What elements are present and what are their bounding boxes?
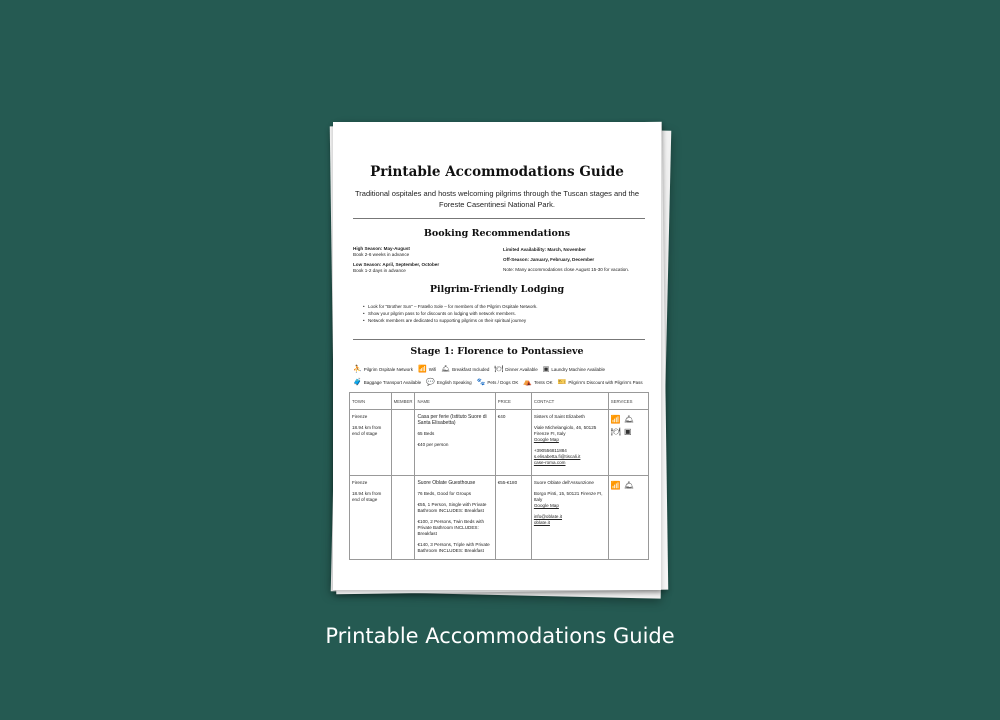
legend-item [353,378,421,386]
member-cell [391,410,415,476]
legend-label: Baggage Transport Available [363,379,422,385]
legend-item [418,365,436,373]
legend-item [353,365,413,373]
legend-label: Tents OK [534,379,553,385]
column-header-member: MEMBER [391,393,415,410]
dinner-icon: 🍽 [610,427,621,436]
list-item: • Network members are dedicated to supporting pilgrims on their spiritual journey [363,317,538,324]
list-item: • Look for "Brother Sun" – Fratello Sole – for members of the Pilgrim Ospitale Network. [363,303,538,310]
low-season-note: Book 1-2 days in advance [353,268,406,273]
member-cell [391,476,415,560]
legend-label: English Speaking [436,379,472,385]
baggage-icon: 🧳 [353,379,362,386]
tent-icon: ⛺ [523,379,533,386]
email-link[interactable]: info@oblate.it [533,514,563,519]
high-season-label: High Season: May-August [353,246,410,251]
column-header-price: PRICE [495,393,531,410]
website-link[interactable]: oblate.it [533,520,550,525]
booking-note: Note: Many accommodations close August 15-30 for vacation. [503,267,630,272]
price-cell: €40 [495,410,531,476]
booking-heading: Booking Recommendations [423,228,571,239]
page-title: Printable Accommodations Guide [370,164,624,180]
map-link[interactable]: Google Map [533,437,559,442]
divider [353,339,645,340]
map-link[interactable]: Google Map [533,503,559,508]
divider [353,218,645,219]
list-item: • Show your pilgrim pass to for discounts on lodging with network members. [363,310,538,317]
legend-item [494,365,537,373]
table-header-row [350,393,649,410]
table-row [350,476,649,560]
accommodation-name: Casa per ferie (Istituto Suore di Santa Elisabetta) [417,414,487,426]
column-header-contact: CONTACT [531,393,608,410]
distance: 18.94 km from end of stage [352,425,382,436]
price-cell: €55-€180 [495,476,531,560]
bell-icon: 🛎 [623,481,634,490]
legend-item [558,378,643,386]
legend-label: Laundry Machine Available [551,366,606,372]
legend-item [477,378,519,386]
legend-label: Wifi [428,366,437,372]
detail: €100, 2 Persons, Twin Beds with Private Bathroom INCLUDES: Breakfast [417,519,485,536]
contact-name: Suore Oblate dell'Assunzione [533,480,594,485]
legend-row-2 [353,378,648,386]
limited-season-label: Limited Availability: March, November [503,247,586,252]
column-header-town: TOWN [350,393,392,410]
low-season-label: Low Season: April, September, October [353,262,440,267]
wifi-icon: 📶 [610,481,621,490]
accommodations-table [349,392,649,560]
contact-cell [531,476,608,560]
legend-item [543,365,605,373]
dinner-icon: 🍽 [494,366,504,373]
name-cell [415,476,495,560]
table-row [350,410,649,476]
speech-icon: 💬 [426,379,435,386]
wifi-icon: 📶 [610,415,621,424]
town-cell [350,410,392,476]
contact-cell [531,410,608,476]
ticket-icon: 🎫 [557,379,567,386]
bell-icon: 🛎 [623,415,634,424]
limited-season [503,247,586,253]
low-season [353,262,439,274]
off-season [503,257,594,263]
legend-item [426,378,472,386]
phone: +390556811884 [533,448,567,453]
legend-label: Dinner Available [505,366,538,372]
detail: €55, 1 Person, Single with Private Bathroom INCLUDES: Breakfast [417,502,487,513]
paw-icon: 🐾 [476,379,486,386]
detail: €40 per person [417,442,449,447]
lodging-bullets [363,303,538,324]
high-season [353,246,410,258]
legend-item [523,378,552,386]
laundry-icon: ▣ [542,366,550,373]
document-page [333,122,661,590]
name-cell [415,410,495,476]
beds: 76 Beds, Good for Groups [417,491,472,496]
accommodation-name: Suore Oblate Guesthouse [417,480,476,486]
high-season-note: Book 2-6 weeks in advance [353,252,410,257]
town-name: Firenze [352,480,368,485]
website-link[interactable]: case-roma.com [533,460,566,465]
lodging-heading: Pilgrim-Friendly Lodging [429,284,565,295]
stage-heading: Stage 1: Florence to Pontassieve [410,346,584,357]
beds: 65 Beds [417,431,435,436]
off-season-label: Off-Season: January, February, December [503,257,595,262]
services-cell [608,476,648,560]
column-header-name: NAME [415,393,495,410]
pilgrim-icon: ⛹ [353,366,362,373]
bell-icon: 🛎 [441,366,451,373]
wifi-icon: 📶 [417,366,427,373]
contact-name: Sisters of Saint Elizabeth [533,414,585,419]
legend-row-1 [353,365,610,373]
image-caption: Printable Accommodations Guide [325,624,675,648]
legend-label: Breakfast Included [452,366,490,372]
distance: 18.94 km from end of stage [352,491,382,502]
address: Borgo Pinti, 15, 50121 Firenze FI, Italy [533,491,603,502]
legend-label: Pets / Dogs OK [487,379,519,385]
column-header-services: SERVICES [608,393,648,410]
detail: €140, 3 Persons, Triple with Private Bathroom INCLUDES: Breakfast [417,542,490,553]
address: Viale Michelangiolo, 46, 50125 Firenze FI, Italy [533,425,597,436]
laundry-icon: ▣ [623,427,632,436]
services-cell [608,410,648,476]
email-link[interactable]: s.elisabetta.fi@tiscali.it [533,454,581,459]
town-cell [350,476,392,560]
legend-label: Pilgrim Ospitale Network [363,366,413,372]
legend-item [441,365,489,373]
page-subtitle: Traditional ospitales and hosts welcoming pilgrims through the Tuscan stages and the Foreste Casentinesi National Park. [354,189,640,209]
legend-label: Pilgrim's Discount with Pilgrim's Pass [568,379,643,385]
town-name: Firenze [352,414,368,419]
